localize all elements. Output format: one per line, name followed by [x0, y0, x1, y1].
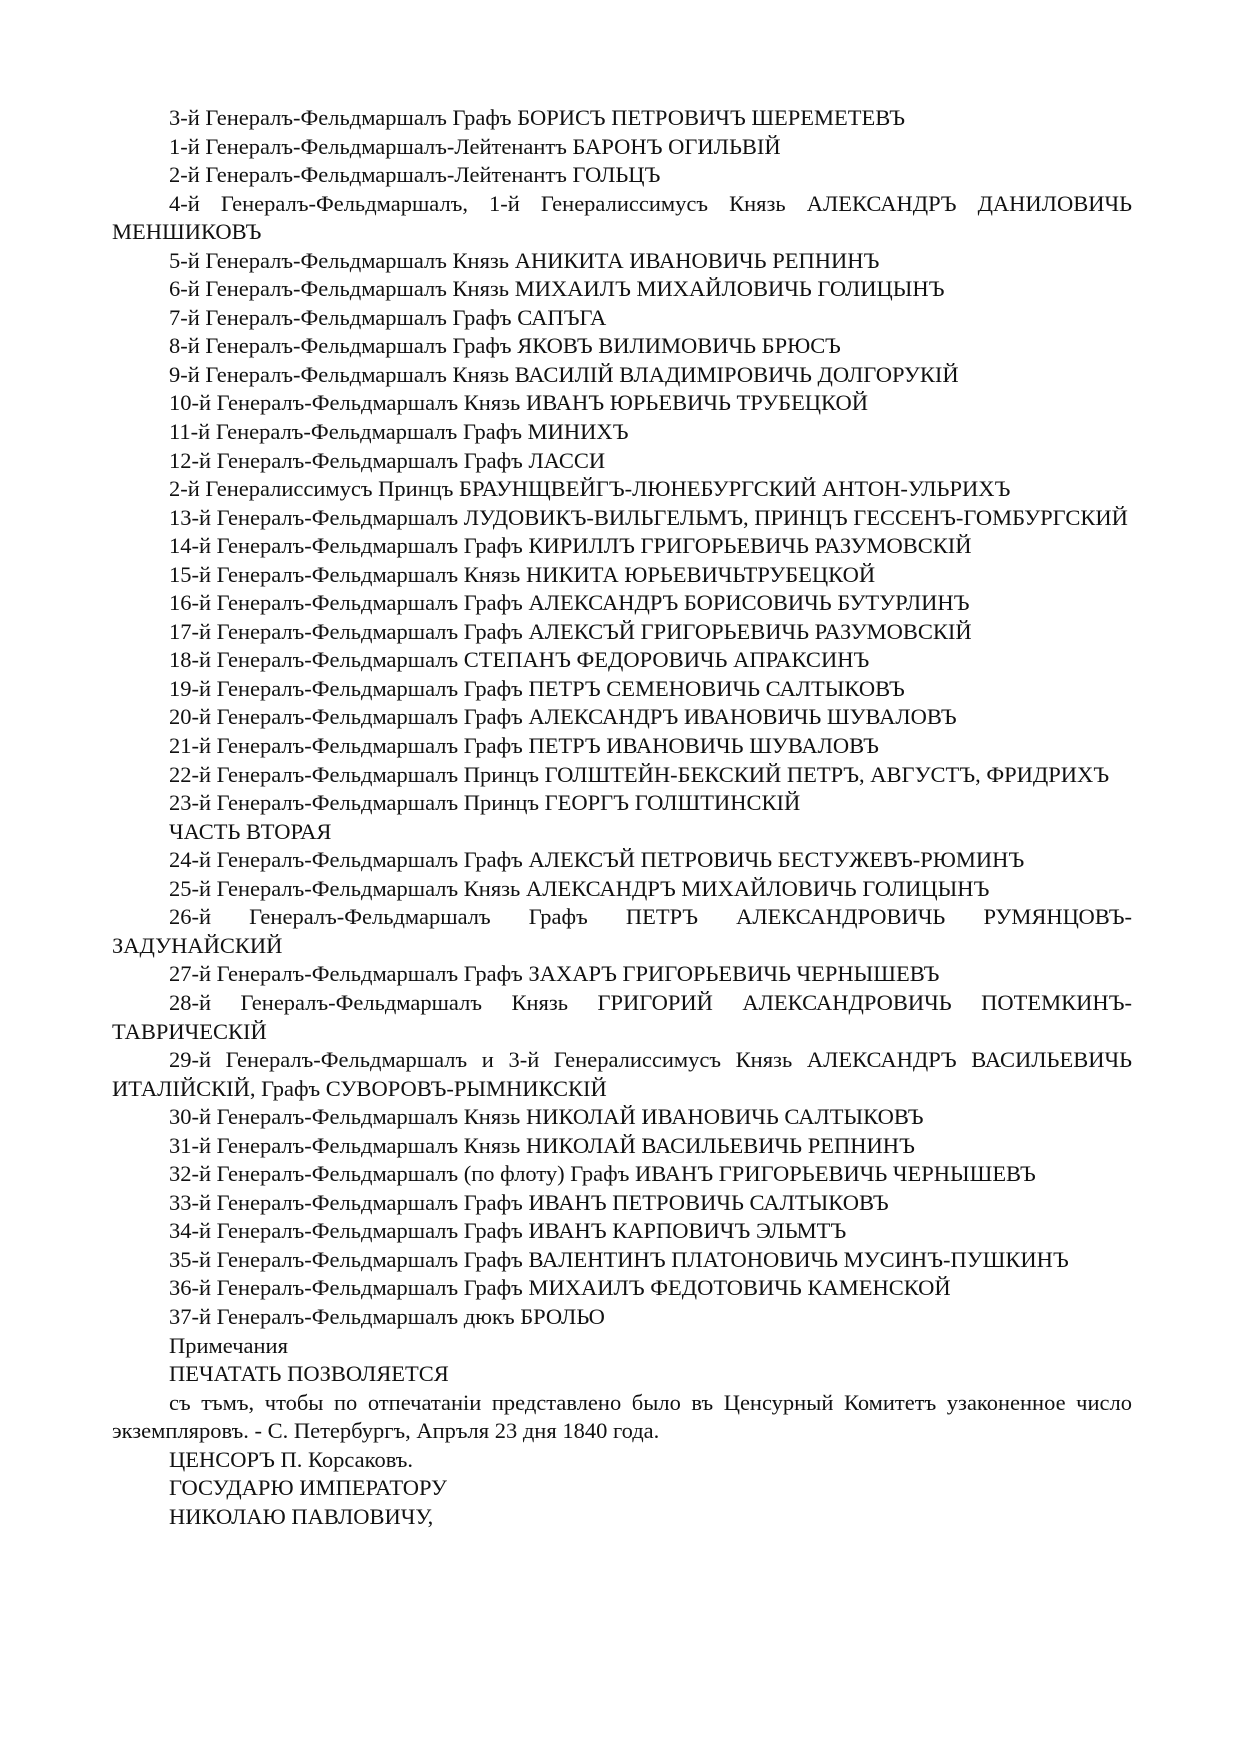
document-text — [112, 104, 1132, 1531]
paragraph: 22-й Генералъ-Фельдмаршалъ Принцъ ГОЛШТЕЙН-БЕКСКИЙ ПЕТРЪ, АВГУСТЪ, ФРИДРИХЪ — [169, 761, 1110, 787]
paragraph: 26-й Генералъ-Фельдмаршалъ Графъ ПЕТРЪ АЛЕКСАНДРОВИЧЬ РУМЯНЦОВЪ-ЗАДУНАЙСКИЙ — [112, 904, 1132, 958]
dedication-line: НИКОЛАЮ ПАВЛОВИЧУ, — [169, 1503, 434, 1529]
paragraph: 14-й Генералъ-Фельдмаршалъ Графъ КИРИЛЛЪ ГРИГОРЬЕВИЧЬ РАЗУМОВСКIЙ — [169, 533, 972, 559]
paragraph: 31-й Генералъ-Фельдмаршалъ Князь НИКОЛАЙ ВАСИЛЬЕВИЧЬ РЕПНИНЪ — [169, 1132, 915, 1158]
censor-approval-heading: ПЕЧАТАТЬ ПОЗВОЛЯЕТСЯ — [169, 1361, 449, 1387]
paragraph: 10-й Генералъ-Фельдмаршалъ Князь ИВАНЪ ЮРЬЕВИЧЬ ТРУБЕЦКОЙ — [169, 390, 869, 416]
paragraph: 28-й Генералъ-Фельдмаршалъ Князь ГРИГОРИЙ АЛЕКСАНДРОВИЧЬ ПОТЕМКИНЪ-ТАВРИЧЕСКIЙ — [112, 989, 1132, 1044]
paragraph: 37-й Генералъ-Фельдмаршалъ дюкъ БРОЛЬО — [169, 1303, 605, 1329]
censor-approval-text: съ тъмъ, чтобы по отпечатанiи представлено было въ Ценсурный Комитетъ узаконенное число экземпляровъ. - С. Петербургъ, Апръля 23 дня 1840 года. — [112, 1389, 1132, 1444]
paragraph: 25-й Генералъ-Фельдмаршалъ Князь АЛЕКСАНДРЪ МИХАЙЛОВИЧЬ ГОЛИЦЫНЪ — [169, 875, 990, 901]
paragraph: 8-й Генералъ-Фельдмаршалъ Графъ ЯКОВЪ ВИЛИМОВИЧЬ БРЮСЪ — [169, 333, 841, 359]
paragraph: 23-й Генералъ-Фельдмаршалъ Принцъ ГЕОРГЪ ГОЛШТИНСКIЙ — [169, 790, 801, 816]
paragraph: 12-й Генералъ-Фельдмаршалъ Графъ ЛАССИ — [169, 447, 606, 473]
paragraph: 29-й Генералъ-Фельдмаршалъ и 3-й Генералиссимусъ Князь АЛЕКСАНДРЪ ВАСИЛЬЕВИЧЬ ИТАЛIЙСКIЙ, Графъ СУВОРОВЪ-РЫМНИКСКIЙ — [112, 1047, 1132, 1101]
paragraph: 33-й Генералъ-Фельдмаршалъ Графъ ИВАНЪ ПЕТРОВИЧЬ САЛТЫКОВЪ — [169, 1189, 889, 1215]
paragraph: 5-й Генералъ-Фельдмаршалъ Князь АНИКИТА ИВАНОВИЧЬ РЕПНИНЪ — [169, 247, 880, 273]
paragraph: 15-й Генералъ-Фельдмаршалъ Князь НИКИТА ЮРЬЕВИЧЬТРУБЕЦКОЙ — [169, 561, 876, 587]
paragraph: 24-й Генералъ-Фельдмаршалъ Графъ АЛЕКСЪЙ ПЕТРОВИЧЬ БЕСТУЖЕВЪ-РЮМИНЪ — [169, 847, 1025, 873]
paragraph: 3-й Генералъ-Фельдмаршалъ Графъ БОРИСЪ ПЕТРОВИЧЪ ШЕРЕМЕТЕВЪ — [169, 105, 905, 130]
paragraph: 13-й Генералъ-Фельдмаршалъ ЛУДОВИКЪ-ВИЛЬГЕЛЬМЪ, ПРИНЦЪ ГЕССЕНЪ-ГОМБУРГСКИЙ — [169, 504, 1128, 530]
paragraph: 17-й Генералъ-Фельдмаршалъ Графъ АЛЕКСЪЙ ГРИГОРЬЕВИЧЬ РАЗУМОВСКIЙ — [169, 618, 972, 644]
paragraph: 2-й Генералъ-Фельдмаршалъ-Лейтенантъ ГОЛЬЦЪ — [169, 162, 661, 188]
paragraph: 21-й Генералъ-Фельдмаршалъ Графъ ПЕТРЪ ИВАНОВИЧЬ ШУВАЛОВЪ — [169, 733, 879, 759]
paragraph: 2-й Генералиссимусъ Принцъ БРАУНЩВЕЙГЪ-ЛЮНЕБУРГСКИЙ АНТОН-УЛЬРИХЪ — [169, 476, 1011, 502]
paragraph: 36-й Генералъ-Фельдмаршалъ Графъ МИХАИЛЪ ФЕДОТОВИЧЬ КАМЕНСКОЙ — [169, 1275, 951, 1301]
paragraph: 20-й Генералъ-Фельдмаршалъ Графъ АЛЕКСАНДРЪ ИВАНОВИЧЬ ШУВАЛОВЪ — [169, 704, 957, 730]
paragraph: 19-й Генералъ-Фельдмаршалъ Графъ ПЕТРЪ СЕМЕНОВИЧЬ САЛТЫКОВЪ — [169, 675, 905, 701]
paragraph: 34-й Генералъ-Фельдмаршалъ Графъ ИВАНЪ КАРПОВИЧЪ ЭЛЬМТЪ — [169, 1218, 847, 1244]
paragraph: 30-й Генералъ-Фельдмаршалъ Князь НИКОЛАЙ ИВАНОВИЧЬ САЛТЫКОВЪ — [169, 1104, 924, 1130]
paragraph: 11-й Генералъ-Фельдмаршалъ Графъ МИНИХЪ — [169, 419, 629, 445]
section-heading: ЧАСТЬ ВТОРАЯ — [169, 818, 332, 844]
paragraph: 6-й Генералъ-Фельдмаршалъ Князь МИХАИЛЪ МИХАЙЛОВИЧЬ ГОЛИЦЫНЪ — [169, 276, 945, 302]
paragraph: 9-й Генералъ-Фельдмаршалъ Князь ВАСИЛIЙ ВЛАДИМIРОВИЧЬ ДОЛГОРУКIЙ — [169, 361, 959, 387]
paragraph: 27-й Генералъ-Фельдмаршалъ Графъ ЗАХАРЪ ГРИГОРЬЕВИЧЬ ЧЕРНЫШЕВЪ — [169, 961, 940, 987]
paragraph: 32-й Генералъ-Фельдмаршалъ (по флоту) Графъ ИВАНЪ ГРИГОРЬЕВИЧЬ ЧЕРНЫШЕВЪ — [169, 1161, 1036, 1187]
paragraph: 35-й Генералъ-Фельдмаршалъ Графъ ВАЛЕНТИНЪ ПЛАТОНОВИЧЬ МУСИНЪ-ПУШКИНЪ — [169, 1246, 1069, 1272]
dedication-line: ГОСУДАРЮ ИМПЕРАТОРУ — [169, 1475, 447, 1501]
notes-heading: Примечания — [169, 1332, 288, 1358]
paragraph: 16-й Генералъ-Фельдмаршалъ Графъ АЛЕКСАНДРЪ БОРИСОВИЧЬ БУТУРЛИНЪ — [169, 590, 970, 616]
censor-signature: ЦЕНСОРЪ П. Корсаковъ. — [169, 1446, 414, 1472]
paragraph: 18-й Генералъ-Фельдмаршалъ СТЕПАНЪ ФЕДОРОВИЧЬ АПРАКСИНЪ — [169, 647, 870, 673]
paragraph: 7-й Генералъ-Фельдмаршалъ Графъ САПЪГА — [169, 304, 607, 330]
paragraph: 1-й Генералъ-Фельдмаршалъ-Лейтенантъ БАРОНЪ ОГИЛЬВIЙ — [169, 133, 781, 159]
paragraph: 4-й Генералъ-Фельдмаршалъ, 1-й Генералиссимусъ Князь АЛЕКСАНДРЪ ДАНИЛОВИЧЬ МЕНШИКОВЪ — [112, 190, 1132, 245]
